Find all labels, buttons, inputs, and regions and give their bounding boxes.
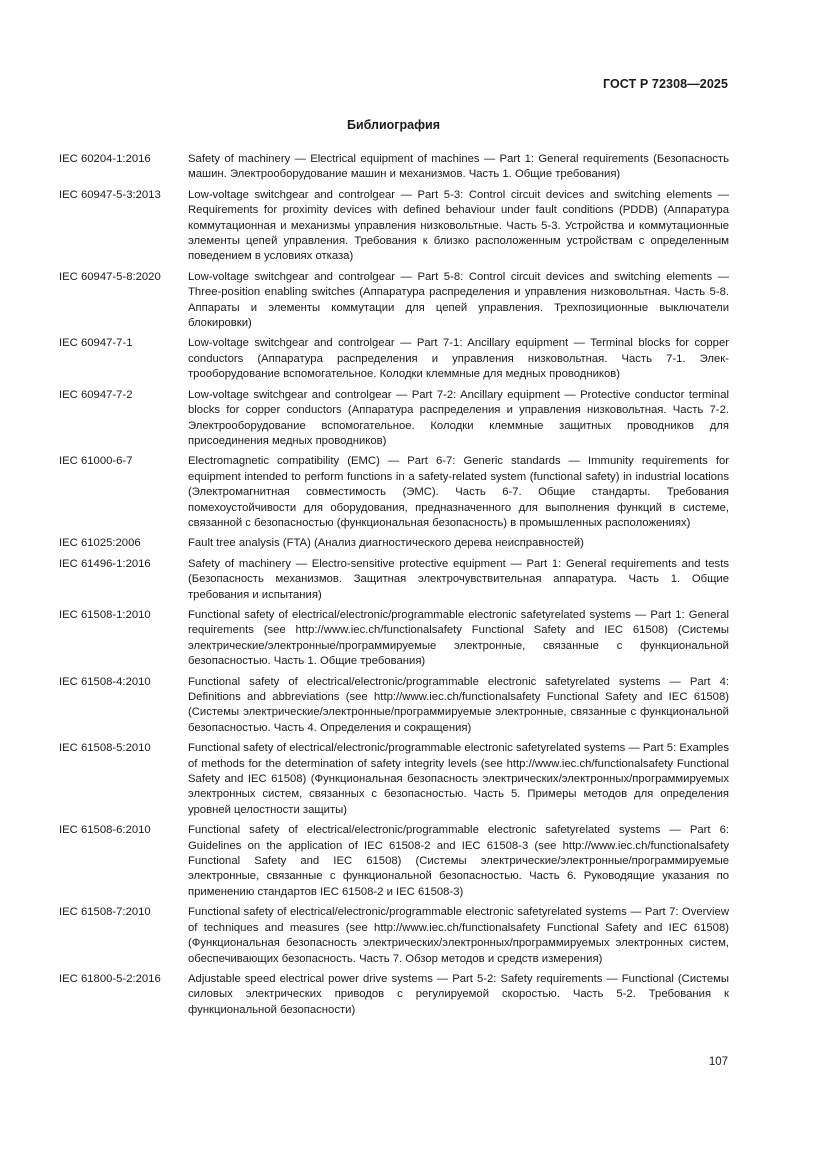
entry-text: Functional safety of electrical/electronic/programmable electronic safetyrelated systems — Part 6: Guidelines on the application of IEC 61508-2 and IEC 61508-3 (see http://www.iec.ch/functionalsafety Functional Safety and IEC 61508) (Системы электрические/электронные/программируемые электронные, связанные с функциональной безопасностью. Часть 6. Руководящие указания по применению стандартов IEC 61508-2 и IEC 61508-3) <box>188 824 729 898</box>
bibliography-entry <box>59 557 729 603</box>
bibliography-entry <box>59 823 729 900</box>
entry-text: Electromagnetic compatibility (EMC) — Part 6-7: Generic standards — Immunity requirements for equipment intended to perform functions in a safety-related system (functional safety) in industrial locations (Электромагнитная совместимость (ЭМС). Часть 6-7. Общие стандарты. Требования помехоустойчивости для оборудования, предназначенного для выполнения функций в системе, связанной с безопасностью (функциональная безопасность) в промышленных расположениях) <box>188 455 729 529</box>
entry-text: Safety of machinery — Electrical equipment of machines — Part 1: General requirements (Безопасность машин. Электрооборудование машин и механизмов. Часть 1. Общие требования) <box>188 153 729 181</box>
bibliography-entry <box>59 536 729 551</box>
bibliography-entry <box>59 905 729 967</box>
entry-code: IEC 61025:2006 <box>59 537 141 550</box>
entry-code: IEC 60204-1:2016 <box>59 153 151 165</box>
bibliography-entry <box>59 388 729 450</box>
entry-text: Fault tree analysis (FTA) (Анализ диагностического дерева неисправностей) <box>188 537 584 550</box>
entry-text: Low-voltage switchgear and controlgear — Part 7-1: Ancillary equipment — Terminal blocks for copper conductors (Аппаратура распределения и управления низковольтная. Часть 7-1. Электрооборудование вспомогательное. Колодки клеммные для медных проводников) <box>188 337 729 381</box>
bibliography-entry <box>59 741 729 818</box>
entry-text: Low-voltage switchgear and controlgear — Part 5-8: Control circuit devices and switching elements — Three-position enabling switches (Аппаратура распределения и управления низковольтная. Часть 5-8. Аппараты и элементы коммутации для цепей управления. Трехпозиционные выключатели блокировки) <box>188 270 729 330</box>
bibliography-title: Библиография <box>346 118 441 132</box>
bibliography-entry <box>59 675 729 737</box>
bibliography-entry <box>59 188 729 265</box>
entry-text: Functional safety of electrical/electronic/programmable electronic safetyrelated systems — Part 7: Overview of techniques and measures (see http://www.iec.ch/functionalsafety Functional Safety and IEC 61508) (Функциональная безопасность электрических/электронных/программируемых электронных систем, обеспечивающих безопасность. Часть 7. Обзор методов и средств измерения) <box>188 906 729 965</box>
entry-code: IEC 61508-4:2010 <box>59 675 151 688</box>
entry-text: Low-voltage switchgear and controlgear — Part 5-3: Control circuit devices and switching elements — Requirements for proximity devices with defined behaviour under fault conditions (PDDB) (Аппаратура коммутационная и механизмы управления низковольтные. Часть 5-3. Устройства и коммутационные элементы цепей управления. Требования к близко расположенным устройствам с определенным поведением в условиях отказа) <box>188 188 729 263</box>
entry-code: IEC 60947-5-8:2020 <box>59 270 161 283</box>
bibliography-entry <box>59 270 729 332</box>
bibliography-entry <box>59 972 729 1018</box>
entry-code: IEC 61508-6:2010 <box>59 824 151 837</box>
entry-text: Functional safety of electrical/electronic/programmable electronic safetyrelated systems — Part 4: Definitions and abbreviations (see http://www.iec.ch/functionalsafety Functional Safety and IEC 61508) (Системы электрические/электронные/программируемые электронные, связанные с функциональной безопасностью. Часть 4. Определения и сокращения) <box>188 675 729 734</box>
bibliography-entry <box>59 152 729 183</box>
bibliography-entry <box>59 608 729 670</box>
entry-code: IEC 61800-5-2:2016 <box>59 972 161 985</box>
entry-code: IEC 61508-5:2010 <box>59 742 151 755</box>
bibliography-list <box>59 152 729 1023</box>
entry-text: Low-voltage switchgear and controlgear — Part 7-2: Ancillary equipment — Protective conductor terminal blocks for copper conductors (Аппаратура распределения и управления низковольтная. Часть 7-2. Электрооборудование вспомогательное. Колодки клеммные защитных проводников для присоединения медных проводников) <box>188 388 729 447</box>
page-number: 107 <box>708 1056 728 1068</box>
entry-code: IEC 60947-7-2 <box>59 388 133 401</box>
entry-code: IEC 60947-7-1 <box>59 337 133 350</box>
bibliography-entry <box>59 336 729 382</box>
entry-text: Functional safety of electrical/electronic/programmable electronic safetyrelated systems — Part 5: Examples of methods for the determination of safety integrity levels (see http://www.iec.ch/functionalsafety Functional Safety and IEC 61508) (Функциональная безопасность электрических/электронных/программируемых электронных систем, связанных с безопасностью. Часть 5. Примеры методов для определения уровней целостности защиты) <box>188 742 729 816</box>
entry-code: IEC 61508-1:2010 <box>59 608 151 621</box>
entry-text: Safety of machinery — Electro-sensitive protective equipment — Part 1: General requirements and tests (Безопасность механизмов. Защитная электрочувствительная аппаратура. Часть 1. Общие требования и испытания) <box>188 557 729 601</box>
entry-code: IEC 60947-5-3:2013 <box>59 188 161 201</box>
entry-text: Functional safety of electrical/electronic/programmable electronic safetyrelated systems — Part 1: General requirements (see http://www.iec.ch/functionalsafety Functional Safety and IEC 61508) (Системы электрические/электронные/программируемые электронные, связанные с функциональной безопасностью. Часть 1. Общие требования) <box>188 608 729 668</box>
entry-code: IEC 61508-7:2010 <box>59 906 151 919</box>
bibliography-entry <box>59 454 729 531</box>
document-standard-code: ГОСТ Р 72308—2025 <box>602 77 728 91</box>
entry-code: IEC 61000-6-7 <box>59 455 133 468</box>
entry-text: Adjustable speed electrical power drive systems — Part 5-2: Safety requirements — Functional (Системы силовых электрических приводов с регулируемой скоростью. Часть 5-2. Требования к функциональной безопасности) <box>188 972 729 1016</box>
entry-code: IEC 61496-1:2016 <box>59 557 151 570</box>
